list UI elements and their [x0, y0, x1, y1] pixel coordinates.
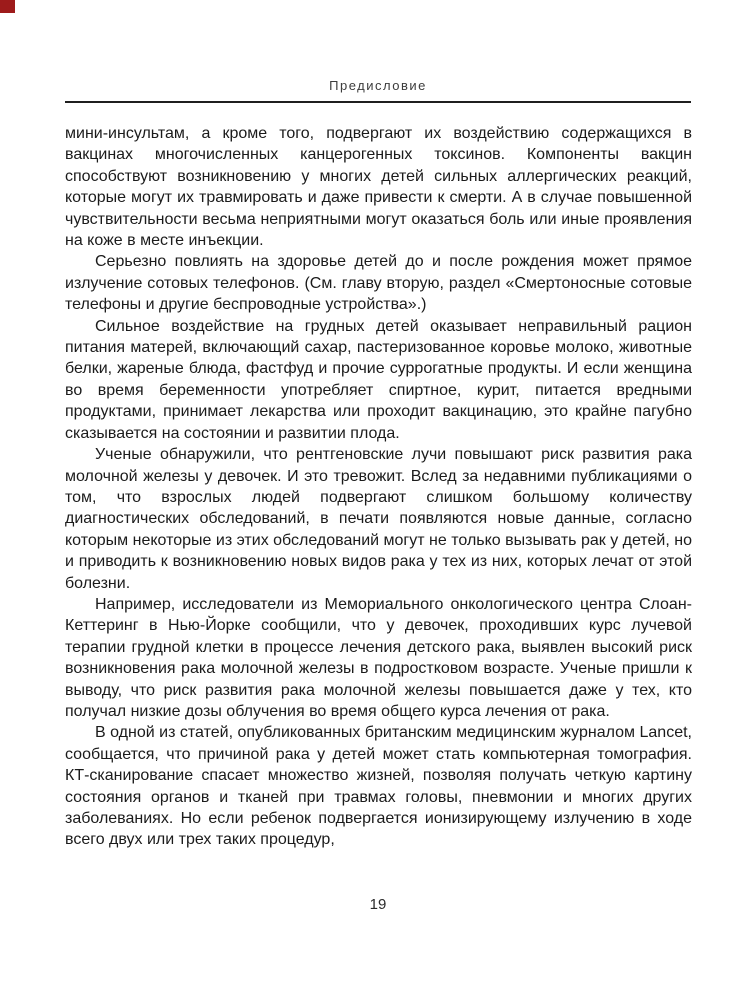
running-header: Предисловие [329, 78, 427, 93]
paragraph: В одной из статей, опубликованных британским медицинским журналом Lancet, сообщается, что причиной рака у детей может стать компьютерная томография. КТ-сканирование спасает множество жизней, позволяя получать четкую картину состояния органов и тканей при травмах головы, пневмонии и многих других заболеваниях. Но если ребенок подвергается ионизирующему излучению в ходе всего двух или трех таких процедур, [65, 724, 692, 849]
paragraph: Серьезно повлиять на здоровье детей до и после рождения может прямое излучение сотовых телефонов. (См. главу вторую, раздел «Смертоносные сотовые телефоны и другие беспроводные устройства».) [65, 253, 692, 314]
page-number: 19 [369, 896, 387, 913]
paragraph: Ученые обнаружили, что рентгеновские лучи повышают риск развития рака молочной железы у девочек. И это тревожит. Вслед за недавними публикациями о том, что взрослых людей подвергают слишком большому количеству диагностических обследований, в печати появляются новые данные, согласно которым некоторые из этих обследований могут не только вызывать рак у детей, но и приводить к возникновению новых видов рака у тех из них, которых лечат от этой болезни. [65, 446, 692, 592]
corner-marker [0, 0, 15, 13]
header-rule [65, 101, 691, 103]
paragraph: Сильное воздействие на грудных детей оказывает неправильный рацион питания матерей, включающий сахар, пастеризованное коровье молоко, животные белки, жареные блюда, фастфуд и прочие суррогатные продукты. И если женщина во время беременности употребляет спиртное, курит, питается вредными продуктами, принимает лекарства или проходит вакцинацию, это крайне пагубно сказывается на состоянии и развитии плода. [65, 317, 692, 442]
paragraph: Например, исследователи из Мемориального онкологического центра Слоан-Кеттеринг в Нью-Йорке сообщили, что у девочек, проходивших курс лучевой терапии грудной клетки в процессе лечения детского рака, выявлен высокий риск возникновения рака молочной железы в подростковом возрасте. Ученые пришли к выводу, что риск развития рака молочной железы повышается даже у тех, кто получал низкие дозы облучения во время общего курса лечения от рака. [65, 595, 692, 720]
body-text [65, 123, 692, 851]
paragraph: мини-инсультам, а кроме того, подвергают их воздействию содержащихся в вакцинах многочисленных канцерогенных токсинов. Компоненты вакцин способствуют возникновению у многих детей сильных аллергических реакций, которые могут их травмировать и даже привести к смерти. А в случае повышенной чувствительности весьма неприятными могут оказаться боль или иные проявления на коже в месте инъекции. [65, 125, 692, 250]
